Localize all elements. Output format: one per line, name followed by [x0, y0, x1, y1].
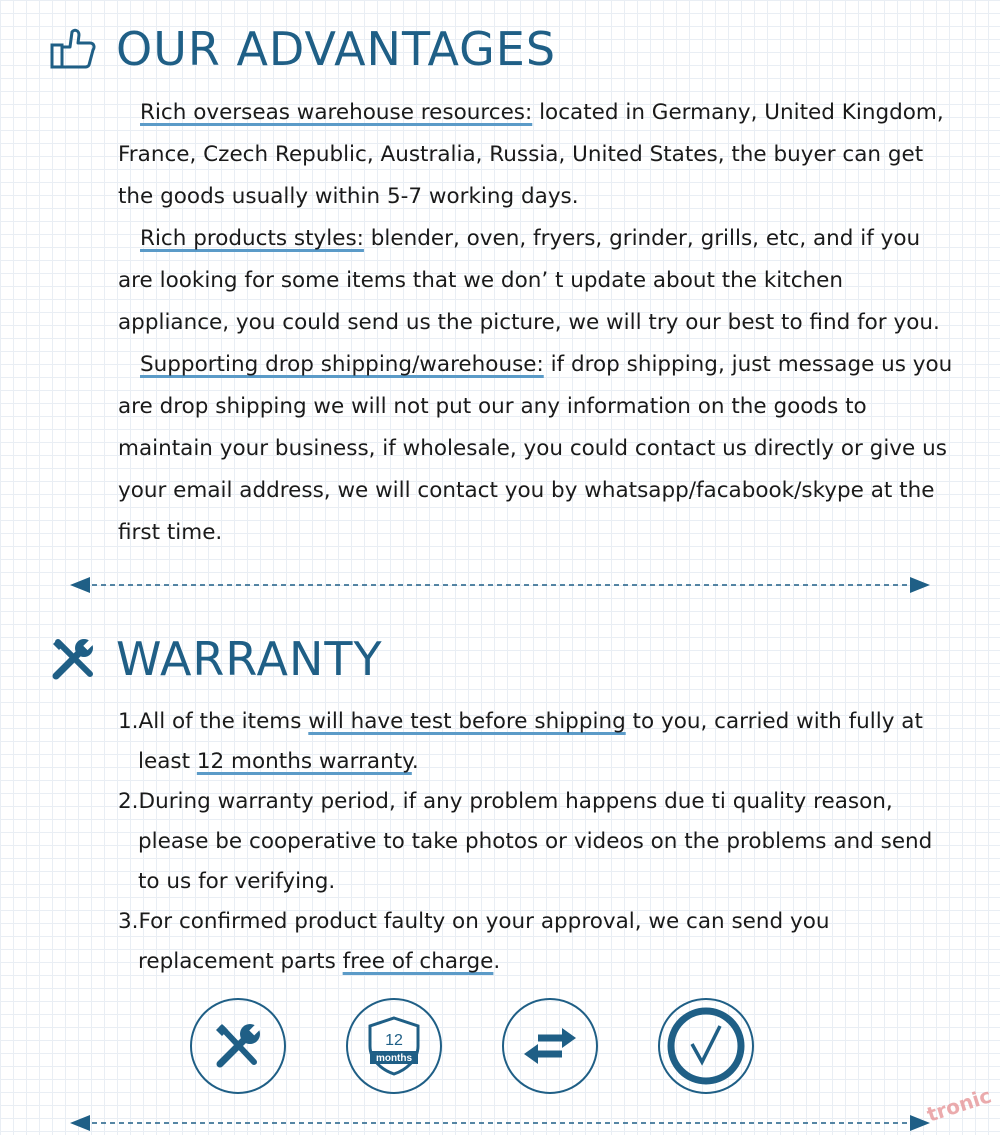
advantages-title: OUR ADVANTAGES: [116, 22, 557, 76]
repair-tools-icon: [210, 1018, 266, 1074]
advantages-list: [118, 92, 958, 554]
advantage-label: Rich products styles:: [140, 226, 364, 251]
advantage-item: [118, 344, 958, 554]
warranty-text: to you, carried with fully at least: [138, 709, 923, 774]
warranty-item: [118, 902, 948, 982]
warranty-text: 2.During warranty period, if any problem happens due ti quality reason, please be cooperative to take photos or videos on the problems and send to us for verifying.: [118, 789, 933, 894]
brand-watermark: tronic: [923, 1083, 995, 1127]
badge-months-unit: months: [375, 1053, 413, 1064]
checkmark-circle-icon: [666, 1006, 746, 1086]
tools-icon: [50, 636, 96, 682]
shield-icon: [362, 1014, 426, 1078]
advantage-item: [118, 218, 958, 344]
warranty-text: .: [493, 949, 501, 974]
advantage-text: located in Germany, United Kingdom, France, Czech Republic, Australia, Russia, United States, the buyer can get the goods usually within 5-7 working days.: [118, 100, 944, 209]
warranty-heading: [50, 632, 383, 686]
warranty-badges: [190, 998, 814, 1094]
section-divider: [70, 575, 930, 595]
advantage-label: Supporting drop shipping/warehouse:: [140, 352, 544, 377]
repair-tools-badge: [190, 998, 286, 1094]
exchange-arrows-icon: [520, 1016, 580, 1076]
warranty-text: 1.All of the items: [118, 709, 309, 734]
warranty-item: [118, 702, 948, 782]
section-divider: [70, 1113, 930, 1133]
badge-months-number: 12: [385, 1032, 403, 1049]
warranty-months-badge: [346, 998, 442, 1094]
warranty-item: [118, 782, 948, 902]
warranty-highlight: free of charge: [342, 949, 494, 974]
advantage-label: Rich overseas warehouse resources:: [140, 100, 533, 125]
advantage-text: if drop shipping, just message us you are drop shipping we will not put our any information on the goods to maintain your business, if wholesale, you could contact us directly or give us your email address, we will contact you by whatsapp/facabook/skype at the first time.: [118, 352, 953, 545]
warranty-text: .: [411, 749, 419, 774]
warranty-highlight: will have test before shipping: [308, 709, 626, 734]
warranty-title: WARRANTY: [116, 632, 383, 686]
exchange-badge: [502, 998, 598, 1094]
approval-badge: [658, 998, 754, 1094]
warranty-list: [118, 702, 948, 982]
warranty-highlight: 12 months warranty: [196, 749, 412, 774]
advantage-item: [118, 92, 958, 218]
thumbs-up-icon: [50, 26, 96, 72]
warranty-text: 3.For confirmed product faulty on your approval, we can send you replacement parts: [118, 909, 830, 974]
advantage-text: blender, oven, fryers, grinder, grills, etc, and if you are looking for some items that we don’ t update about the kitchen appliance, you could send us the picture, we will try our best to find for you.: [118, 226, 940, 335]
advantages-heading: [50, 22, 556, 76]
